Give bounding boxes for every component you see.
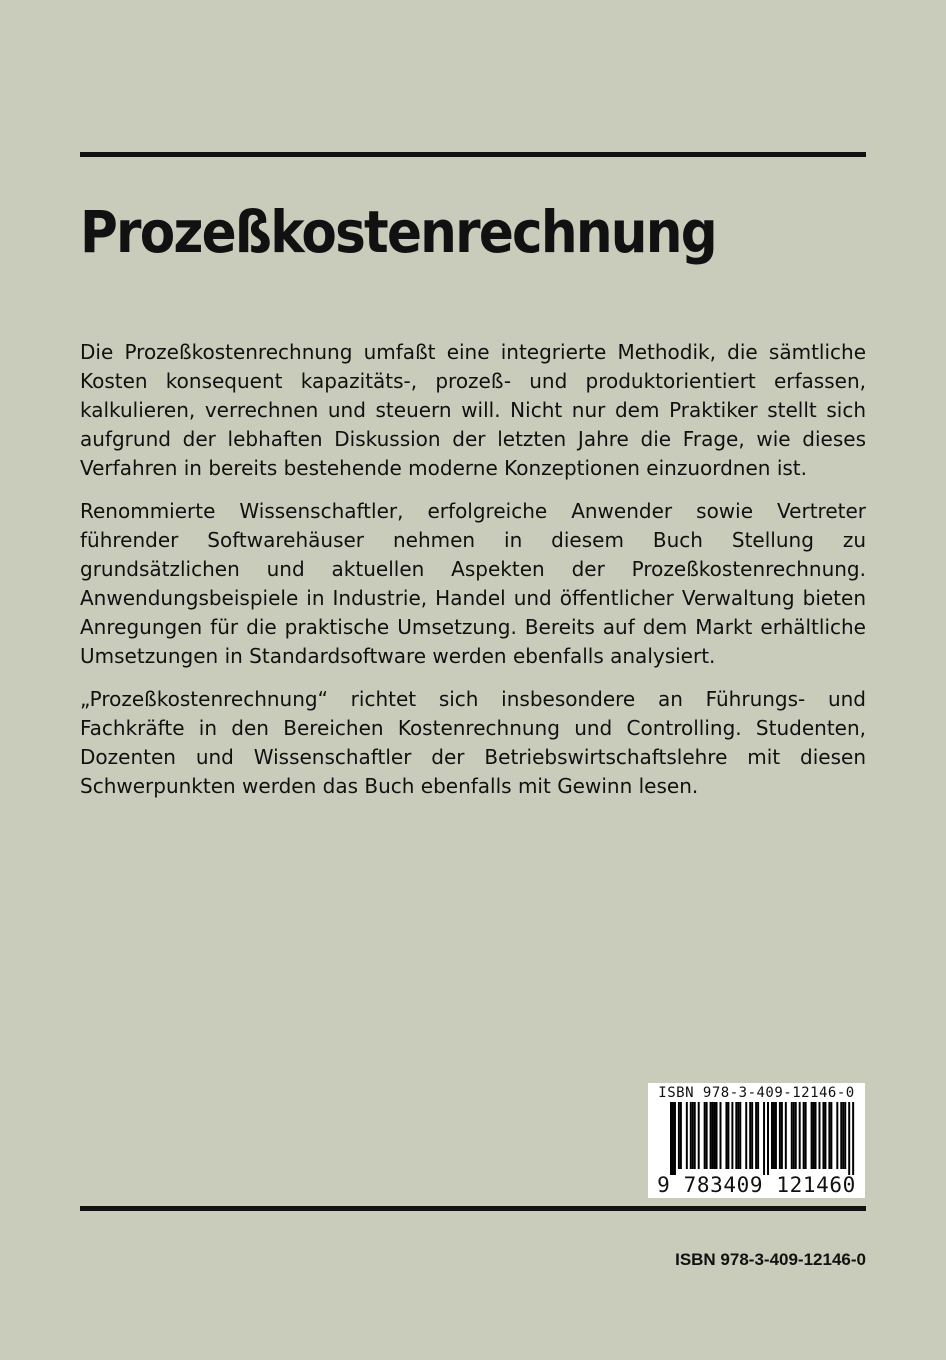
barcode-label (648, 1083, 865, 1198)
barcode-digits: 9 783409 121460 (657, 1173, 856, 1197)
book-title: Prozeßkostenrechnung (80, 198, 716, 266)
top-rule (80, 152, 866, 157)
blurb-paragraph-3: „Prozeßkostenrechnung“ richtet sich insbesondere an Führungs- und Fachkräfte in den Bereichen Kostenrechnung und Controlling. Studenten, Dozenten und Wissenschaftler der Betriebswirtschaftslehre mit diesen Schwerpunkten werden das Buch ebenfalls mit Gewinn lesen. (80, 687, 866, 798)
blurb-text (80, 338, 866, 815)
bottom-rule (80, 1206, 866, 1211)
blurb-paragraph-2: Renommierte Wissenschaftler, erfolgreiche Anwender sowie Vertreter führender Softwarehäuser nehmen in diesem Buch Stellung zu grundsätzlichen und aktuellen Aspekten der Prozeßkostenrechnung. Anwendungsbeispiele in Industrie, Handel und öffentlicher Verwaltung bieten Anregungen für die praktische Umsetzung. Bereits auf dem Markt erhältliche Umsetzungen in Standardsoftware werden ebenfalls analysiert. (80, 499, 866, 668)
isbn-footer: ISBN 978-3-409-12146-0 (675, 1250, 866, 1269)
blurb-paragraph-1: Die Prozeßkostenrechnung umfaßt eine integrierte Methodik, die sämtliche Kosten konsequent kapazitäts-, prozeß- und produktorientiert erfassen, kalkulieren, verrechnen und steuern will. Nicht nur dem Praktiker stellt sich aufgrund der lebhaften Diskussion der letzten Jahre die Frage, wie dieses Verfahren in bereits bestehende moderne Konzeptionen einzuordnen ist. (80, 340, 866, 480)
barcode-isbn-text: ISBN 978-3-409-12146-0 (658, 1085, 855, 1101)
